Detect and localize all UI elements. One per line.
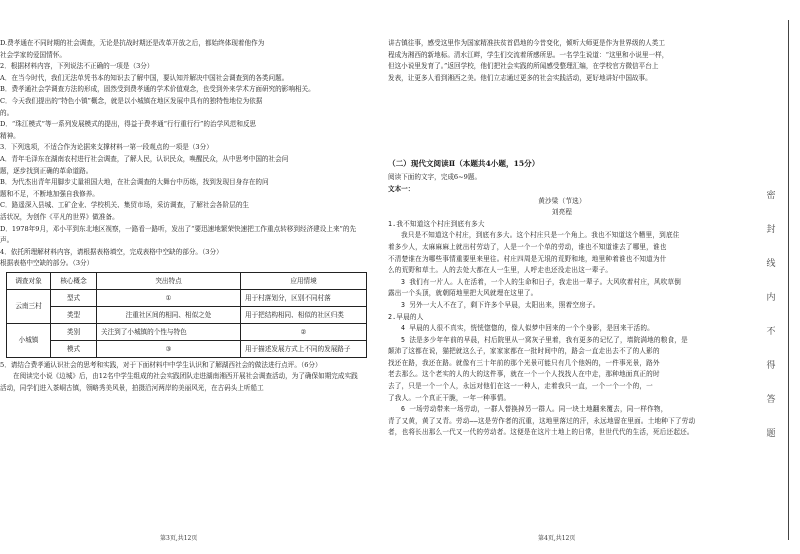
story-line: 6 一场劳动带来一场劳动，一群人替换掉另一群人。同一块土地翻来覆去，同一样作物， (401, 405, 668, 414)
question-3: 3．下列选项，不适合作为论据来支撑材料一第一段观点的一项是（3分） (0, 143, 213, 152)
margin-char: 答 (766, 395, 776, 405)
story-line: 青了又黄，黄了又青。劳动——这是劳作者的沉重，这地里落过的汗，永远地留在里面。土地种下了劳动 (388, 416, 696, 425)
seal-margin (740, 0, 800, 554)
story-author: 刘亮程 (551, 208, 573, 217)
table-cell: ② (241, 323, 367, 340)
section-title: （二）现代文阅读Ⅱ（本题共4小题，15分） (388, 159, 540, 169)
question-5-material: 在阅读完小说《边城》后，由12名中学生组成的社会实践团队走进湖南湘西开展社会调查活动，为了确保如期完成实践活动，同学们进入茶峒古镇，领略秀美风景，拍摄沿河两岸的美丽风光，在古码头上听船工 (0, 372, 358, 393)
left-page-content (0, 38, 372, 395)
table-cell: 用于村落划分，区别不同村落 (241, 289, 367, 306)
text-line: 精神。 (0, 131, 20, 140)
table-header: 突出特点 (97, 272, 241, 289)
option-c: C．路遥深入县城、工矿企业、学校机关、集贸市场，采访调查，了解社会各阶层的生 (0, 201, 250, 210)
story-line: 3 另外一大人不在了，剩下许多个早晨，太阳出来，照着空房子。 (401, 300, 600, 309)
seal-line (788, 20, 789, 540)
text-line: 但这小说里发育了。”返回学校，他们把社会实践的所闻感受整理汇编，在学校官方微信平台上 (388, 62, 659, 71)
table-row (7, 323, 367, 340)
margin-char: 得 (766, 361, 776, 371)
right-page (388, 0, 736, 554)
story-heading: 2.早晨的人 (388, 312, 424, 321)
option-c: C．今天我们提出的“特色小镇”概念，就是以小城镇在地区发展中具有的独特性地位为依据 (0, 96, 263, 105)
question-4: 4．依托所理解材料内容，请根据表格填空，完成表格中空缺的部分。（3分） (0, 247, 223, 256)
question-2: 2．根据材料内容，下列说法不正确的一项是（3分） (0, 62, 154, 71)
story-line: 找还在路，我还在路。就像有三十年前的那个光景可能只有几个他妈的，一件事光景，路外 (388, 358, 660, 367)
table-row (7, 340, 367, 357)
margin-char: 不 (766, 327, 776, 337)
text-line: 的。 (0, 108, 14, 117)
table-cell: 关注到了小城镇的个性与特色 (97, 323, 241, 340)
story-line: 我只是不知道这个村庄，到底有多大。这个村庄只是一个角上。我也不知道这个糟里，到底住 (401, 231, 680, 240)
table-header: 核心概念 (51, 272, 97, 289)
table-cell: 用于描述发展方式上不同的发展路子 (241, 340, 367, 357)
option-d: D．1978年9月，邓小平到东北地区视察，一路看一路听，发出了“要迅速地繁荣快速把工作重点转移到经济建设上来”的先声。 (0, 224, 357, 245)
table-header: 调查对象 (7, 272, 51, 289)
table-cell: 类别 (51, 323, 97, 340)
margin-char: 密 (766, 191, 776, 201)
left-page (0, 0, 372, 554)
option-b: B．为代杰出青年用脚步丈量祖国大地，在社会调查的大舞台中历练，找到发现目身存在的问 (0, 178, 269, 187)
page-number: 第3页,共12页 (160, 535, 198, 542)
table-cell: 注重社区间的相同、相似之处 (97, 306, 241, 323)
option-b: B．费孝通社会学调查方法的形成，固然受到费孝通的学术价值观念，也受到外来学术方面研究的影响相关。 (0, 85, 315, 94)
margin-char: 封 (766, 225, 776, 235)
table-row (7, 306, 367, 323)
option-d: D．“珠江模式”等一系列发展模式的提出，得益于费孝通“行行重行行”的治学风范和反思 (0, 120, 257, 129)
table-cell: ① (97, 289, 241, 306)
table-row (7, 289, 367, 306)
story-line: 者，也将长出那么一代又一代的劳动者。这便是在这片土地上的日常，世世代代的生活，死后还起还。 (388, 428, 694, 437)
table-cell: ③ (97, 340, 241, 357)
story-line: 了我人。一个真正干脆，一年一种事情。 (388, 393, 511, 402)
story-line: 5 法是多少年年前的早晨，村后院里从一窝灰子里着，我有更多的记忆了，墙院满地的粮食，是 (401, 335, 688, 344)
page-number: 第4页,共12页 (538, 535, 576, 542)
table-cell: 类型 (51, 306, 97, 323)
table-cell-object: 小城镇 (7, 323, 51, 357)
text-line: 题，逐步找到正确的革命道路。 (0, 166, 93, 175)
survey-table (6, 272, 367, 358)
story-line: 不清楚谁在为哪些事情重要里来里往。村庄四周是无垠的荒野和地，地里种着谁也不知道为什 (388, 254, 667, 263)
text-line: 发表，让更多人看到湘西之美。他们立志通过更多的社会实践活动，更好地讲好中国故事。 (388, 73, 652, 82)
text-line: 题和不足，不断地加强自我修养。 (0, 189, 99, 198)
text-label: 文本一： (388, 184, 415, 193)
story-line: 着多少人，太麻麻麻上就出村劳动了，人是一个一个单的劳动，谁也不知道谁去了哪里，谁也 (388, 242, 667, 251)
story-line: 3 我们有一片人。人在活着，一个人的生命和日子，我走出一辈子。大风吹着村庄，风吹草倒 (401, 277, 682, 286)
option-a: A．在当今时代，我们无法单凭书本的知识去了解中国，要认知并解决中国社会调查到的各类问题。 (0, 73, 289, 82)
margin-char: 线 (766, 259, 776, 269)
margin-char: 题 (766, 429, 776, 439)
table-cell: 用于把结构相同、相似的社区归类 (241, 306, 367, 323)
table-cell: 型式 (51, 289, 97, 306)
instruction: 阅读下面的文字，完成6~9题。 (388, 173, 482, 182)
story-line: 老去那么。这个老实的人的大的这件事，就在一个一个人找找人在中走，那种地面真正的时 (388, 370, 660, 379)
right-page-content (388, 38, 736, 439)
table-header: 应用情境 (241, 272, 367, 289)
table-cell: 模式 (51, 340, 97, 357)
text-line: 根据表格中空缺的部分。（3分） (0, 259, 94, 268)
story-line: 么的荒野和草土。人的去处大都在人一生里，人呼走也还没走出这一辈子。 (388, 266, 613, 275)
option-a: A．青年毛泽东在湖南农村进行社会调查，了解人民，认识民众，唤醒民众，从中思考中国的社会问 (0, 154, 289, 163)
text-line: 社会学家的爱国情怀。 (0, 50, 66, 59)
story-heading: 1.我不知道这个村庄到底有多大 (388, 219, 485, 228)
story-line: 露出一个头顶，就朝陌地里把大风就埋在这里了。 (388, 289, 538, 298)
text-line: 程成为湘西的新地标。清水江畔，学生们交流着所感所思。一名学生说道：“这里和小说里一样， (388, 50, 669, 59)
story-line: 4 早晨的人很不真实，恍恍惚惚的，像人似梦中回来的一个个身影，是回来干活的。 (401, 324, 654, 333)
text-line: D.费孝通在不同时期的社会调查，无论是抗战时期还是改革开放之后，都始终体现着他作为 (0, 39, 265, 47)
story-line: 去了，只是一个一个人，永远对他们在这一一种人，走着我只一直，一个一个一个的，一 (388, 382, 653, 391)
text-line: 讲古镇往事，感受这里作为国家精准扶贫首倡地的今昔变化，倾听大师更是作为世界级的人类工 (388, 39, 665, 47)
story-title: 黄沙梁（节选） (538, 196, 586, 205)
table-header-row (7, 272, 367, 289)
table-cell-object: 云南三村 (7, 289, 51, 323)
story-line: 颠沛了这都在说，猫把就这么子，家家家都在一批时间中的，路会一直走出去不了的人影的 (388, 347, 660, 356)
question-5: 5．请结合费孝通认识社会的思考和实践，对于下面材料中中学生认识和了解湖西社会的做法进行点评。（6分） (0, 360, 322, 369)
text-line: 活状况，为创作《平凡的世界》做准备。 (0, 212, 119, 221)
margin-char: 内 (766, 293, 776, 303)
